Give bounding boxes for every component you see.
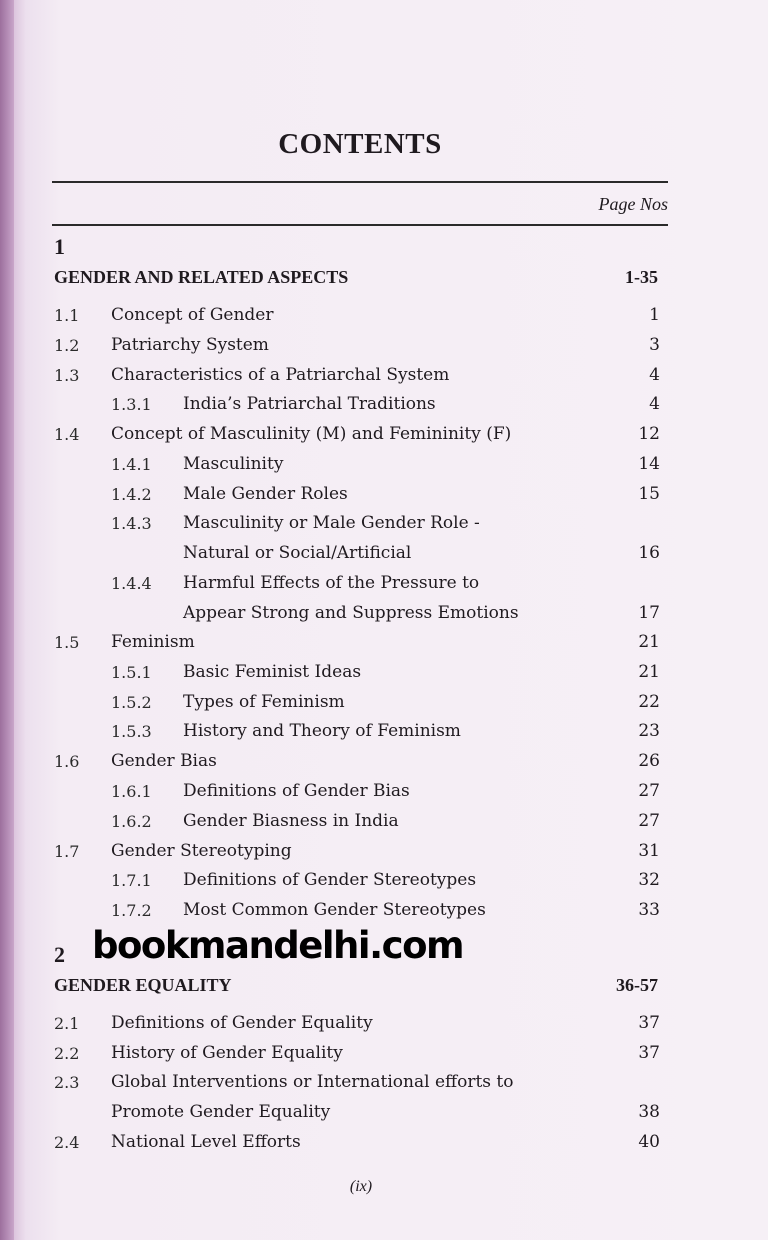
- toc-entry-number: 1.7.1: [111, 871, 152, 890]
- toc-entry-title: Gender Bias: [111, 751, 217, 771]
- toc-entry-page: 12: [638, 424, 660, 444]
- toc-entry-number: 1.4.2: [111, 485, 152, 504]
- toc-entry-number: 1.7.2: [111, 901, 152, 920]
- toc-entry-title: Concept of Gender: [111, 305, 274, 325]
- toc-entry-number: 2.4: [54, 1133, 80, 1152]
- toc-entry-number: 1.4.4: [111, 574, 152, 593]
- toc-entry-page: 15: [638, 484, 660, 504]
- chapter-2-number: 2: [54, 942, 65, 967]
- toc-entry-number: 1.6.1: [111, 782, 152, 801]
- toc-entry-title: Concept of Masculinity (M) and Femininity (F): [111, 424, 512, 444]
- chapter-1-title: GENDER AND RELATED ASPECTS: [54, 267, 349, 287]
- toc-entry-title: Characteristics of a Patriarchal System: [111, 365, 450, 385]
- toc-entry-page: 22: [638, 692, 660, 712]
- toc-entry-page: 37: [638, 1013, 660, 1033]
- toc-entry-page: 33: [638, 900, 660, 920]
- toc-entry-number: 1.3: [54, 366, 80, 385]
- toc-entry-title: Feminism: [111, 632, 195, 652]
- toc-entry-title: National Level Efforts: [111, 1132, 301, 1152]
- toc-entry-title: Gender Stereotyping: [111, 841, 292, 861]
- toc-entry-title: Definitions of Gender Bias: [183, 781, 410, 801]
- toc-entry-page: 31: [638, 841, 660, 861]
- toc-entry-number: 2.2: [54, 1044, 80, 1063]
- toc-entry-number: 2.1: [54, 1014, 80, 1033]
- toc-entry-page: 40: [638, 1132, 660, 1152]
- toc-entry-title: Global Interventions or International efforts to: [111, 1072, 514, 1092]
- toc-entry-page: 1: [649, 305, 660, 325]
- toc-entry-number: 1.5.2: [111, 693, 152, 712]
- chapter-2-title: GENDER EQUALITY: [54, 975, 232, 995]
- toc-entry-number: 1.6.2: [111, 812, 152, 831]
- header-rule: [52, 224, 668, 226]
- toc-entry-page: 16: [638, 543, 660, 563]
- toc-entry-number: 1.7: [54, 842, 80, 861]
- page-number-footer: (ix): [349, 1178, 373, 1195]
- toc-entry-page: 32: [638, 870, 660, 890]
- toc-entry-number: 2.3: [54, 1073, 80, 1092]
- toc-entry-title: Male Gender Roles: [183, 484, 348, 504]
- toc-entry-page: 26: [638, 751, 660, 771]
- toc-entry-page: 21: [638, 632, 660, 652]
- toc-entry-title: Patriarchy System: [111, 335, 269, 355]
- page-nos-label: Page Nos: [598, 194, 668, 214]
- toc-entry-title: Harmful Effects of the Pressure to: [183, 573, 480, 593]
- toc-entry-title: History of Gender Equality: [111, 1043, 343, 1063]
- toc-entry-page: 3: [649, 335, 660, 355]
- watermark: bookmandelhi.com: [92, 924, 464, 967]
- toc-entry-title: Most Common Gender Stereotypes: [183, 900, 486, 920]
- toc-entry-title: Masculinity or Male Gender Role -: [183, 513, 480, 533]
- toc-entry-number: 1.3.1: [111, 395, 152, 414]
- toc-entry-title-continued: Natural or Social/Artificial: [183, 543, 412, 563]
- toc-entry-page: 4: [649, 394, 660, 414]
- toc-entry-page: 21: [638, 662, 660, 682]
- toc-entry-page: 27: [638, 811, 660, 831]
- chapter-1-range: 1-35: [625, 267, 658, 287]
- toc-entry-number: 1.4.1: [111, 455, 152, 474]
- toc-entry-page: 37: [638, 1043, 660, 1063]
- toc-entry-title: India’s Patriarchal Traditions: [183, 394, 436, 414]
- toc-entry-title: Basic Feminist Ideas: [183, 662, 362, 682]
- toc-entry-title: Gender Biasness in India: [183, 811, 399, 831]
- top-rule: [52, 181, 668, 183]
- toc-entry-number: 1.5: [54, 633, 80, 652]
- toc-entry-page: 23: [638, 721, 660, 741]
- toc-entry-title: Definitions of Gender Stereotypes: [183, 870, 477, 890]
- toc-entry-title: History and Theory of Feminism: [183, 721, 461, 741]
- page-title: CONTENTS: [278, 128, 442, 160]
- toc-entry-number: 1.2: [54, 336, 80, 355]
- toc-entry-title: Definitions of Gender Equality: [111, 1013, 373, 1033]
- toc-entry-page: 17: [638, 603, 660, 623]
- toc-entry-number: 1.5.3: [111, 722, 152, 741]
- chapter-1-number: 1: [54, 234, 65, 259]
- toc-entry-title-continued: Appear Strong and Suppress Emotions: [183, 603, 519, 623]
- page-binding-edge: [0, 0, 14, 1240]
- toc-entry-number: 1.5.1: [111, 663, 152, 682]
- toc-entry-number: 1.1: [54, 306, 80, 325]
- toc-entry-number: 1.6: [54, 752, 80, 771]
- toc-entry-page: 38: [638, 1102, 660, 1122]
- chapter-2-range: 36-57: [616, 975, 658, 995]
- toc-entry-page: 4: [649, 365, 660, 385]
- toc-entry-title: Masculinity: [183, 454, 284, 474]
- toc-entry-page: 14: [638, 454, 660, 474]
- toc-entry-page: 27: [638, 781, 660, 801]
- toc-entry-title-continued: Promote Gender Equality: [111, 1102, 331, 1122]
- toc-entry-number: 1.4: [54, 425, 80, 444]
- toc-entry-title: Types of Feminism: [183, 692, 345, 712]
- toc-entry-number: 1.4.3: [111, 514, 152, 533]
